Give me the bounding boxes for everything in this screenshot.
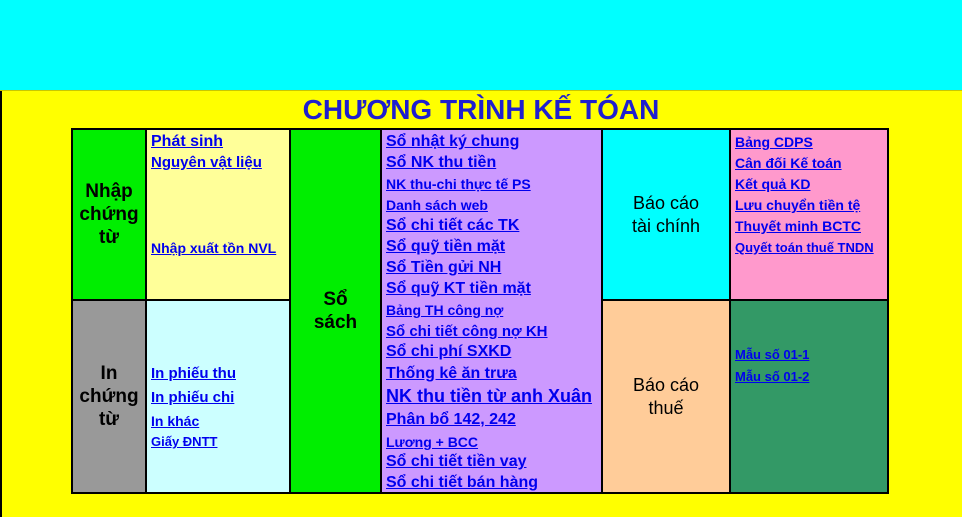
heading-line: thuế [648, 397, 684, 418]
link-in-phieu-thu[interactable]: In phiếu thu [151, 365, 236, 382]
heading-line: Báo cáo [632, 374, 700, 395]
link-thong-ke-an-trua[interactable]: Thống kê ăn trưa [386, 365, 517, 382]
in-chung-tu-heading [73, 299, 145, 492]
heading-line: sách [313, 312, 358, 333]
heading-line: In [100, 363, 118, 384]
link-mau-so-01-2[interactable]: Mẫu số 01-2 [735, 369, 810, 384]
link-nguyen-vat-lieu[interactable]: Nguyên vật liệu [151, 154, 262, 171]
menu-grid [71, 128, 889, 494]
left-frame-border [0, 91, 2, 517]
link-phat-sinh[interactable]: Phát sinh [151, 133, 224, 150]
heading-line: Nhập [85, 181, 133, 202]
link-so-chi-tiet-cong-no-kh[interactable]: Sổ chi tiết công nợ KH [386, 323, 548, 340]
link-bang-cdps[interactable]: Bảng CDPS [735, 134, 813, 150]
bao-cao-tai-chinh-links [729, 130, 887, 299]
heading-line: tài chính [631, 215, 701, 236]
link-so-nhat-ky-chung[interactable]: Sổ nhật ký chung [386, 133, 520, 150]
link-ket-qua-kd[interactable]: Kết quả KD [735, 176, 811, 192]
link-so-chi-phi-sxkd[interactable]: Sổ chi phí SXKD [386, 343, 512, 360]
bao-cao-thue-heading [601, 299, 729, 492]
nhap-chung-tu-links [145, 130, 289, 299]
link-so-nk-thu-tien[interactable]: Sổ NK thu tiền [386, 154, 497, 171]
heading-line: từ [98, 227, 120, 248]
heading-line: Sổ [323, 289, 348, 310]
so-sach-heading [289, 130, 380, 492]
link-so-chi-tiet-cac-tk[interactable]: Sổ chi tiết các TK [386, 217, 520, 234]
link-mau-so-01-1[interactable]: Mẫu số 01-1 [735, 347, 810, 362]
link-so-chi-tiet-ban-hang[interactable]: Sổ chi tiết bán hàng [386, 474, 539, 491]
link-in-phieu-chi[interactable]: In phiếu chi [151, 389, 235, 406]
heading-line: chứng [79, 386, 139, 407]
link-bang-th-cong-no[interactable]: Bảng TH công nợ [386, 302, 504, 318]
heading-line: chứng [79, 204, 139, 225]
link-so-quy-tien-mat[interactable]: Sổ quỹ tiền mặt [386, 238, 506, 255]
link-quyet-toan-thue-tndn[interactable]: Quyết toán thuế TNDN [735, 240, 874, 255]
link-nhap-xuat-ton-nvl[interactable]: Nhập xuất tồn NVL [151, 240, 277, 256]
link-danh-sach-web[interactable]: Danh sách web [386, 197, 488, 213]
page-title: CHƯƠNG TRÌNH KẾ TÓAN [302, 94, 660, 125]
top-banner [0, 0, 962, 91]
link-nk-thu-tien-anh-xuan[interactable]: NK thu tiền từ anh Xuân [386, 386, 593, 406]
link-nk-thu-chi-thuc-te[interactable]: NK thu-chi thực tế PS [386, 176, 531, 192]
in-chung-tu-links [145, 299, 289, 492]
bao-cao-thue-links [729, 299, 887, 492]
nhap-chung-tu-heading [73, 130, 145, 299]
link-so-quy-kt-tien-mat[interactable]: Sổ quỹ KT tiền mặt [386, 280, 531, 297]
link-so-chi-tiet-tien-vay[interactable]: Sổ chi tiết tiền vay [386, 453, 527, 470]
link-giay-dntt[interactable]: Giấy ĐNTT [151, 434, 218, 449]
heading-line: Báo cáo [632, 192, 700, 213]
link-so-tien-gui-nh[interactable]: Sổ Tiền gửi NH [386, 259, 502, 276]
link-can-doi-ke-toan[interactable]: Cân đối Kế toán [735, 155, 842, 171]
link-luong-bcc[interactable]: Lương + BCC [386, 434, 479, 450]
link-phan-bo-142-242[interactable]: Phân bổ 142, 242 [386, 411, 516, 428]
bao-cao-tai-chinh-heading [601, 130, 729, 299]
link-luu-chuyen-tien-te[interactable]: Lưu chuyển tiền tệ [735, 197, 861, 213]
link-thuyet-minh-bctc[interactable]: Thuyết minh BCTC [735, 218, 861, 234]
link-in-khac[interactable]: In khác [151, 413, 200, 429]
heading-line: từ [98, 409, 120, 430]
so-sach-links [380, 130, 601, 492]
